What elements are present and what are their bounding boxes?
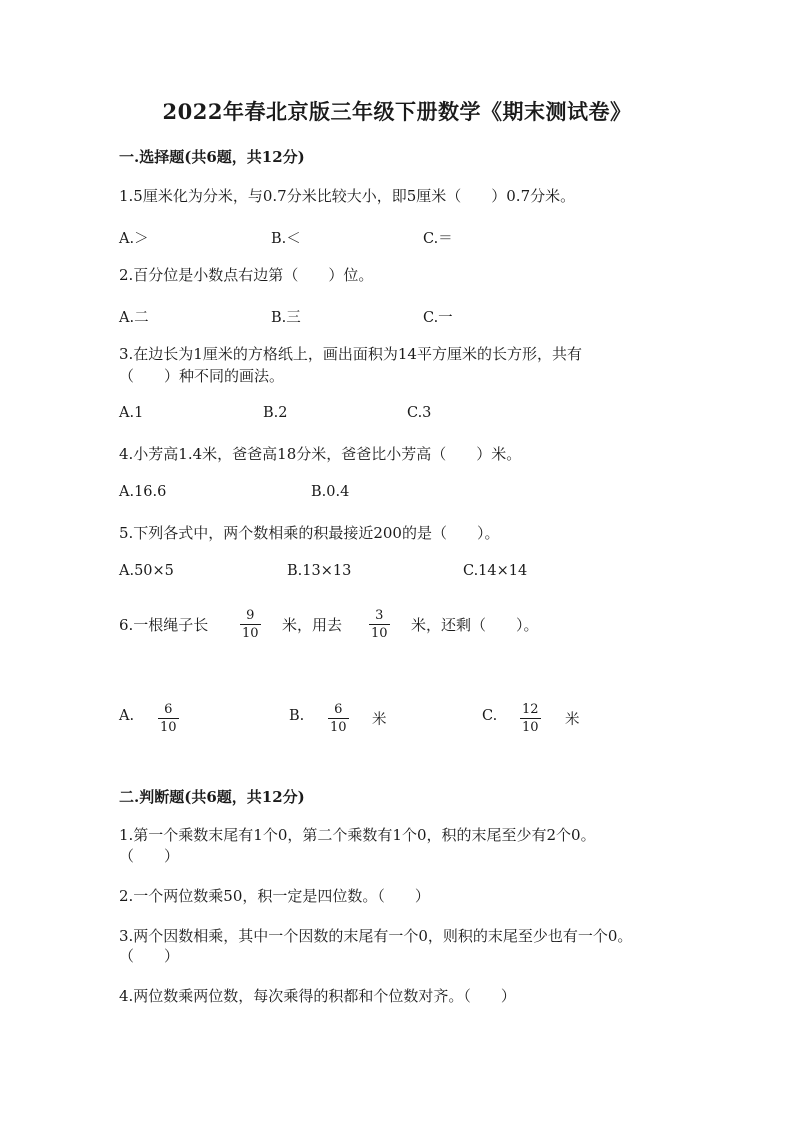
option-1-1-c: C.＝: [423, 231, 453, 247]
option-1-3-b: B.2: [263, 405, 288, 421]
option-1-6-b-unit: 米: [372, 712, 387, 728]
fraction-numerator: 6: [334, 702, 343, 717]
option-1-6-c-label: C.: [482, 708, 498, 724]
option-1-5-a: A.50×5: [119, 563, 174, 579]
fraction-bar: [369, 624, 390, 625]
judgement-1-line1: 1.第一个乘数末尾有1个0，第二个乘数有1个0，积的末尾至少有2个0。: [119, 826, 596, 844]
judgement-1-line2: （ ）: [119, 847, 180, 865]
fraction-numerator: 3: [375, 608, 384, 623]
fraction-denominator: 10: [330, 720, 347, 735]
judgement-2: 2.一个两位数乘50，积一定是四位数。（ ）: [119, 887, 430, 905]
option-1-6-c-unit: 米: [565, 712, 580, 728]
option-1-3-a: A.1: [119, 405, 144, 421]
option-1-3-c: C.3: [407, 405, 432, 421]
fraction-three-tenths: [369, 608, 390, 641]
question-1-6-suffix: 米，还剩（ ）。: [411, 616, 539, 634]
fraction-denominator: 10: [371, 626, 388, 641]
judgement-3-line1: 3.两个因数相乘，其中一个因数的末尾有一个0，则积的末尾至少也有一个0。: [119, 927, 633, 945]
question-1-6-prefix: 6.一根绳子长: [119, 616, 209, 634]
question-1-4: 4.小芳高1.4米，爸爸高18分米，爸爸比小芳高（ ）米。: [119, 445, 522, 463]
page-title: 2022年春北京版三年级下册数学《期末测试卷》: [162, 99, 632, 124]
option-1-1-a: A.＞: [119, 231, 149, 247]
option-1-2-b: B.三: [271, 310, 301, 326]
option-1-1-b: B.＜: [271, 231, 301, 247]
option-1-5-c: C.14×14: [463, 563, 528, 579]
option-1-6-c-fraction: [520, 702, 541, 735]
fraction-bar: [158, 718, 179, 719]
fraction-numerator: 6: [164, 702, 173, 717]
section-heading-choice: 一.选择题(共6题，共12分): [119, 148, 305, 166]
option-1-4-a: A.16.6: [119, 484, 167, 500]
option-1-5-b: B.13×13: [287, 563, 352, 579]
fraction-bar: [328, 718, 349, 719]
fraction-numerator: 9: [246, 608, 255, 623]
question-1-5: 5.下列各式中，两个数相乘的积最接近200的是（ ）。: [119, 524, 500, 542]
fraction-bar: [240, 624, 261, 625]
fraction-numerator: 12: [522, 702, 539, 717]
fraction-denominator: 10: [242, 626, 259, 641]
fraction-nine-tenths: [240, 608, 261, 641]
option-1-2-a: A.二: [119, 310, 149, 326]
option-1-6-a-label: A.: [119, 708, 135, 724]
judgement-3-line2: （ ）: [119, 947, 180, 965]
option-1-6-b-label: B.: [289, 708, 305, 724]
fraction-bar: [520, 718, 541, 719]
option-1-6-b-fraction: [328, 702, 349, 735]
question-1-2: 2.百分位是小数点右边第（ ）位。: [119, 266, 374, 284]
question-1-3-line2: （ ）种不同的画法。: [119, 367, 285, 385]
question-1-3-line1: 3.在边长为1厘米的方格纸上，画出面积为14平方厘米的长方形，共有: [119, 345, 582, 363]
option-1-4-b: B.0.4: [311, 484, 350, 500]
fraction-denominator: 10: [160, 720, 177, 735]
option-1-6-a-fraction: [158, 702, 179, 735]
section-heading-judgement: 二.判断题(共6题，共12分): [119, 788, 305, 806]
judgement-4: 4.两位数乘两位数，每次乘得的积都和个位数对齐。（ ）: [119, 987, 516, 1005]
option-1-2-c: C.一: [423, 310, 453, 326]
fraction-denominator: 10: [522, 720, 539, 735]
question-1-6-mid: 米，用去: [282, 616, 343, 634]
question-1-1: 1.5厘米化为分米，与0.7分米比较大小，即5厘米（ ）0.7分米。: [119, 187, 576, 205]
